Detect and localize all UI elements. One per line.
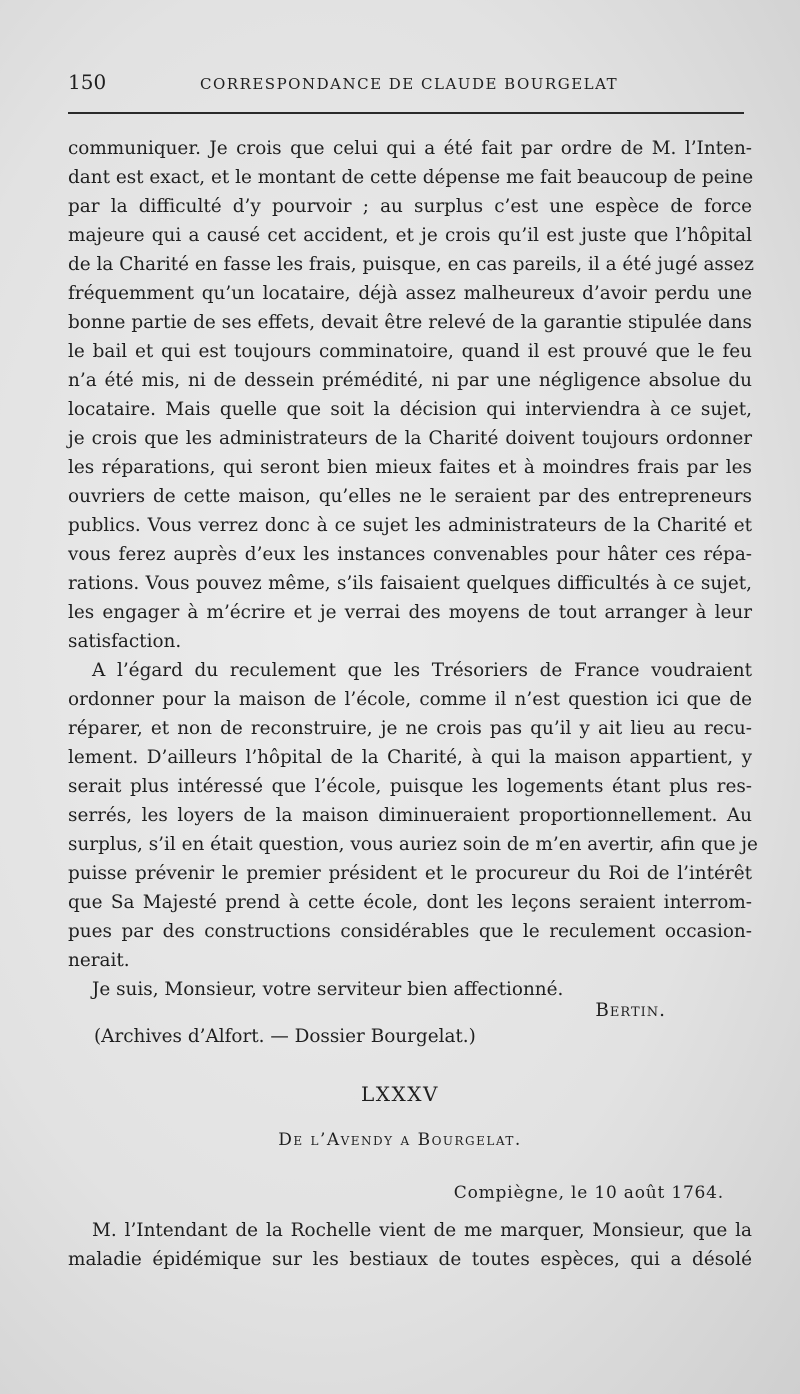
text-line: surplus, s’il en était question, vous auriez soin de m’en avertir, afin que je (68, 834, 758, 855)
text-line: nerait. (68, 950, 130, 971)
text-line: vous ferez auprès d’eux les instances convenables pour hâter ces répa- (68, 544, 752, 565)
text-line: n’a été mis, ni de dessein prémédité, ni par une négligence absolue du (68, 370, 752, 391)
letter-heading: De l’Avendy a Bourgelat. (278, 1130, 522, 1150)
text-line: bonne partie de ses effets, devait être relevé de la garantie stipulée dans (68, 312, 752, 333)
text-line: locataire. Mais quelle que soit la décision qui interviendra à ce sujet, (68, 399, 752, 420)
text-line: pues par des constructions considérables que le reculement occasion- (68, 921, 752, 942)
text-line: communiquer. Je crois que celui qui a été fait par ordre de M. l’Inten- (68, 138, 752, 159)
text-line: lement. D’ailleurs l’hôpital de la Charité, à qui la maison appartient, y (68, 747, 752, 768)
text-line: maladie épidémique sur les bestiaux de toutes espèces, qui a désolé (68, 1249, 752, 1270)
text-line: M. l’Intendant de la Rochelle vient de me marquer, Monsieur, que la (92, 1220, 752, 1241)
text-line: Je suis, Monsieur, votre serviteur bien affectionné. (92, 979, 564, 1000)
header-rule (68, 112, 744, 114)
running-title: CORRESPONDANCE DE CLAUDE BOURGELAT (200, 75, 619, 93)
page-number: 150 (68, 70, 107, 94)
text-line: le bail et qui est toujours comminatoire, quand il est prouvé que le feu (68, 341, 752, 362)
text-line: les engager à m’écrire et je verrai des moyens de tout arranger à leur (68, 602, 752, 623)
text-line: publics. Vous verrez donc à ce sujet les administrateurs de la Charité et (68, 515, 752, 536)
text-line: je crois que les administrateurs de la Charité doivent toujours ordonner (68, 428, 752, 449)
text-line: fréquemment qu’un locataire, déjà assez malheureux d’avoir perdu une (68, 283, 752, 304)
text-line: par la difficulté d’y pourvoir ; au surplus c’est une espèce de force (68, 196, 752, 217)
text-line: A l’égard du reculement que les Trésoriers de France voudraient (92, 660, 752, 681)
archive-reference: (Archives d’Alfort. — Dossier Bourgelat.) (94, 1026, 476, 1047)
new-letter-body (68, 1216, 752, 1274)
text-line: serait plus intéressé que l’école, puisque les logements étant plus res- (68, 776, 752, 797)
text-line: ordonner pour la maison de l’école, comme il n’est question ici que de (68, 689, 752, 710)
text-line: ouvriers de cette maison, qu’elles ne le seraient par des entrepreneurs (68, 486, 752, 507)
text-line: les réparations, qui seront bien mieux faites et à moindres frais par les (68, 457, 752, 478)
letter-body-continued (68, 134, 758, 1004)
closing-block (68, 1000, 752, 1060)
letter-number: LXXXV (361, 1082, 439, 1106)
text-line: réparer, et non de reconstruire, je ne crois pas qu’il y ait lieu au recu- (68, 718, 752, 739)
page-header (68, 70, 748, 94)
text-line: rations. Vous pouvez même, s’ils faisaient quelques difficultés à ce sujet, (68, 573, 752, 594)
text-line: dant est exact, et le montant de cette dépense me fait beaucoup de peine (68, 167, 754, 188)
text-line: satisfaction. (68, 631, 182, 652)
text-line: que Sa Majesté prend à cette école, dont les leçons seraient interrom- (68, 892, 752, 913)
text-line: serrés, les loyers de la maison diminueraient proportionnellement. Au (68, 805, 752, 826)
signature: Bertin. (595, 1000, 666, 1021)
text-line: majeure qui a causé cet accident, et je crois qu’il est juste que l’hôpital (68, 225, 752, 246)
letter-dateline: Compiègne, le 10 août 1764. (453, 1183, 724, 1203)
text-line: de la Charité en fasse les frais, puisque, en cas pareils, il a été jugé assez (68, 254, 754, 275)
text-line: puisse prévenir le premier président et le procureur du Roi de l’intérêt (68, 863, 752, 884)
